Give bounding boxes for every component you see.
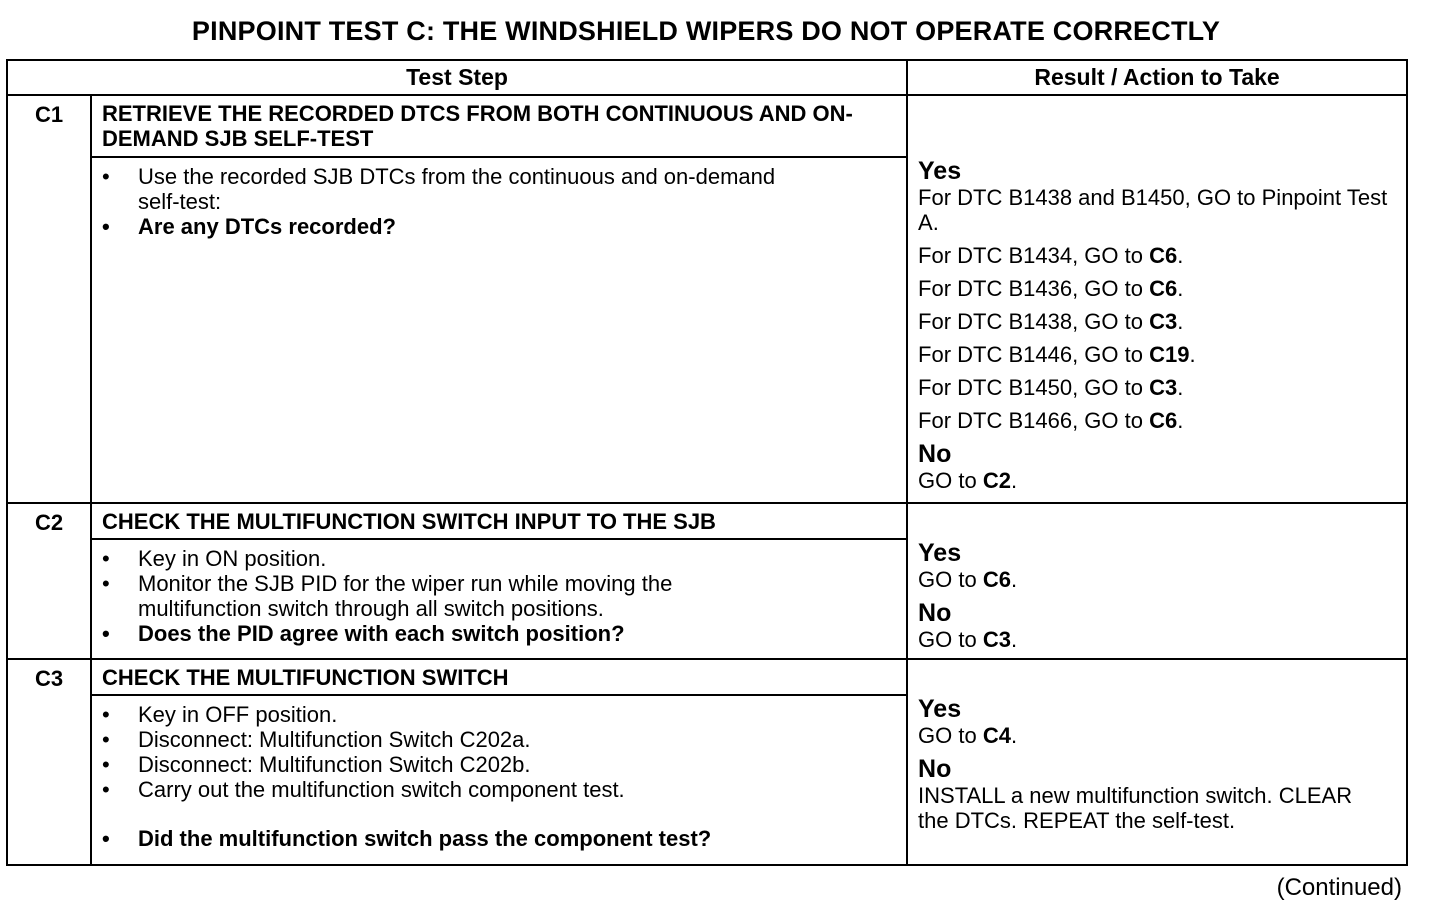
step-c1-result: [907, 95, 1407, 503]
no-label: No: [918, 440, 952, 468]
result-line: For DTC B1446, GO to C19.: [918, 342, 1196, 367]
header-result: Result / Action to Take: [907, 60, 1407, 95]
list-item: • Monitor the SJB PID for the wiper run while moving the multifunction switch through all switch positions.: [102, 571, 778, 621]
step-c2-result: [907, 503, 1407, 659]
step-c3-result: [907, 659, 1407, 865]
result-line: For DTC B1438, GO to C3.: [918, 309, 1184, 334]
yes-label: Yes: [918, 157, 962, 185]
list-item: • Disconnect: Multifunction Switch C202a.: [102, 727, 896, 752]
step-id-blank: [7, 539, 91, 659]
result-line: GO to C2.: [918, 468, 1018, 493]
yes-label: Yes: [918, 539, 962, 567]
step-instructions: [91, 695, 907, 865]
result-line: For DTC B1466, GO to C6.: [918, 408, 1184, 433]
list-item: • Does the PID agree with each switch position?: [102, 621, 896, 646]
list-item: • Are any DTCs recorded?: [102, 214, 896, 239]
list-item: • Carry out the multifunction switch component test.: [102, 777, 896, 802]
no-label: No: [918, 599, 952, 627]
yes-label: Yes: [918, 695, 962, 723]
table-header-row: [7, 60, 1407, 95]
result-line: For DTC B1450, GO to C3.: [918, 375, 1184, 400]
result-line: For DTC B1438 and B1450, GO to Pinpoint Test A.: [918, 185, 1388, 235]
step-instructions: [91, 539, 907, 659]
result-line: For DTC B1436, GO to C6.: [918, 276, 1184, 301]
continued-note: (Continued): [1276, 874, 1402, 901]
step-c3-heading-row: [7, 659, 1407, 695]
list-item: • Key in OFF position.: [102, 702, 896, 727]
list-item: • Did the multifunction switch pass the component test?: [102, 826, 896, 851]
step-id: C1: [7, 95, 91, 157]
result-line: GO to C3.: [918, 627, 1018, 652]
list-item: • Disconnect: Multifunction Switch C202b.: [102, 752, 896, 777]
step-id: C2: [7, 503, 91, 539]
result-line: For DTC B1434, GO to C6.: [918, 243, 1184, 268]
step-heading: CHECK THE MULTIFUNCTION SWITCH INPUT TO THE SJB: [91, 503, 907, 539]
no-label: No: [918, 755, 952, 783]
result-line: GO to C4.: [918, 723, 1018, 748]
step-id: C3: [7, 659, 91, 695]
list-item: • Use the recorded SJB DTCs from the continuous and on-demand self-test:: [102, 164, 778, 214]
result-line: INSTALL a new multifunction switch. CLEAR the DTCs. REPEAT the self-test.: [918, 783, 1353, 833]
step-c2-heading-row: [7, 503, 1407, 539]
step-c1-heading-row: [7, 95, 1407, 157]
page-title: PINPOINT TEST C: THE WINDSHIELD WIPERS DO NOT OPERATE CORRECTLY: [191, 16, 1221, 46]
header-test-step: Test Step: [7, 60, 907, 95]
step-id-blank: [7, 695, 91, 865]
list-item: • Key in ON position.: [102, 546, 896, 571]
step-heading: RETRIEVE THE RECORDED DTCS FROM BOTH CONTINUOUS AND ON-DEMAND SJB SELF-TEST: [91, 95, 907, 157]
step-id-blank: [7, 157, 91, 503]
result-line: GO to C6.: [918, 567, 1018, 592]
step-heading: CHECK THE MULTIFUNCTION SWITCH: [91, 659, 907, 695]
step-instructions: [91, 157, 907, 503]
pinpoint-test-table: [6, 59, 1408, 866]
